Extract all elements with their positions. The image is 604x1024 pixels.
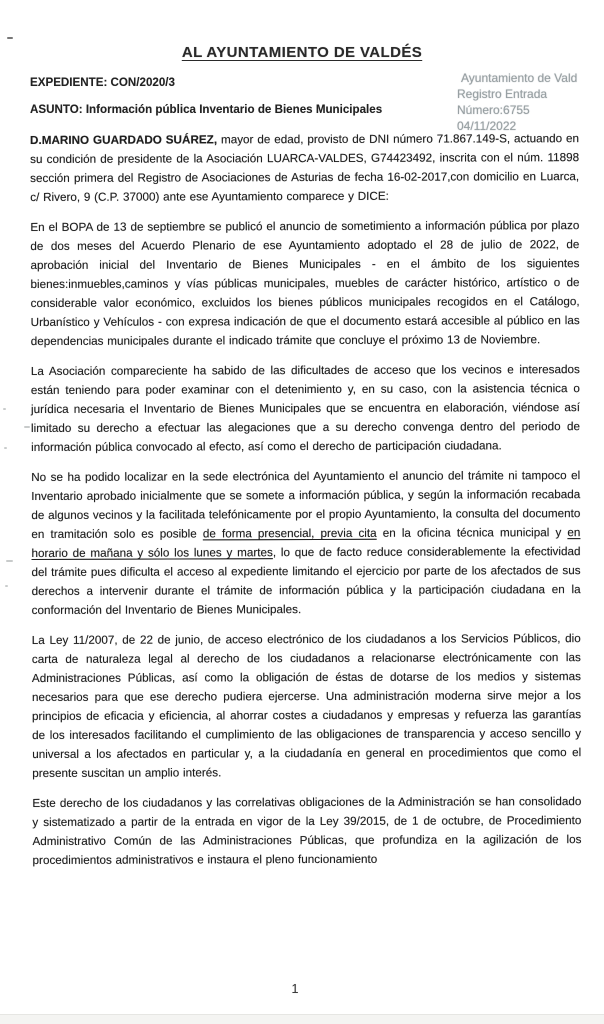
paragraph-4-text-2: en la oficina técnica municipal y xyxy=(376,526,568,540)
stamp-date-line: 04/11/2022 xyxy=(457,119,517,133)
declarant-name: D.MARINO GUARDADO SUÁREZ, xyxy=(30,133,218,147)
paragraph-declarant-text: mayor de edad, provisto de DNI número 71.867.149-S, actuando en su condición de presidente de la Asociación LUARCA-VALDES, G74423492, inscrita con el núm. 11898 sección primera del Registro de Asociaciones de Asturias de fecha 16-02-2017,con domicilio en Luarca, c/ Rivero, 9 (C.P. 37000) ante ese Ayuntamiento comparece y DICE: xyxy=(30,132,580,204)
scan-artifact xyxy=(7,37,13,39)
underlined-forma-presencial: de forma presencial, previa cita xyxy=(202,526,377,541)
paragraph-sede-electronica xyxy=(31,466,581,620)
document-body xyxy=(30,129,582,881)
paragraph-dificultades: La Asociación compareciente ha sabido de las dificultades de acceso que los vecinos e interesados están teniendo para poder examinar con el detenimiento y, en su caso, con la asistencia técnica o jurídica necesaria el Inventario de Bienes Municipales que se encuentra en elaboración, viéndose así limitado su derecho a efectuar las alegaciones que a su derecho convenga dentro del periodo de información pública convocado al efecto, así como el derecho de participación ciudadana. xyxy=(30,363,581,454)
scan-artifact xyxy=(4,447,7,449)
scan-artifact xyxy=(5,585,8,587)
scan-artifact xyxy=(24,426,30,428)
stamp-org-line: Ayuntamiento de Vald xyxy=(461,71,578,85)
paragraph-4-text-3: , lo que de facto reduce considerablemente la efectividad del trámite pues dificulta el acceso al expediente limitando el ejercicio por parte de los afectados de sus derechos a intervenir durante el trámite de información pública y la participación ciudadana en la conformación del Inventario de Bienes Municipales. xyxy=(31,545,581,617)
stamp-registry-line: Registro Entrada xyxy=(457,87,548,101)
expediente-line: EXPEDIENTE: CON/2020/3 xyxy=(30,76,175,89)
scan-bottom-edge xyxy=(0,1014,604,1024)
document-meta xyxy=(30,76,382,116)
underlined-horario: en horario de mañana y sólo los lunes y martes xyxy=(31,526,581,560)
page-number: 1 xyxy=(291,982,299,996)
paragraph-4-text-1: No se ha podido localizar en la sede electrónica del Ayuntamiento el anuncio del trámite ni tampoco el Inventario aprobado inicialmente que se somete a información pública, y según la información recabada de algunos vecinos y la facilitada telefónicamente por el propio Ayuntamiento, la consulta del documento en tramitación solo es posible xyxy=(31,469,581,541)
asunto-line: ASUNTO: Información pública Inventario de Bienes Municipales xyxy=(30,103,383,116)
registry-entry-stamp xyxy=(457,70,577,134)
document-title: AL AYUNTAMIENTO DE VALDÉS xyxy=(181,44,423,61)
scan-artifact xyxy=(6,560,13,562)
paragraph-declarant xyxy=(30,129,579,207)
paragraph-ley-11-2007: La Ley 11/2007, de 22 de junio, de acceso electrónico de los ciudadanos a los Servicios Públicos, dio carta de naturaleza legal al derecho de los ciudadanos a relacionarse electrónicamente con las Administraciones Públicas, así como la obligación de éstas de dotarse de los medios y sistemas necesarios para que ese derecho pudiera ejercerse. Una administración moderna sirve mejor a los principios de eficacia y eficiencia, al ahorrar costes a ciudadanos y empresas y refuerza las garantías de los interesados facilitando el cumplimiento de las obligaciones de transparencia y acceso sencillo y universal a los afectados en particular y, a la ciudadanía en general en procedimientos que como el presente suscitan un amplio interés. xyxy=(31,632,582,780)
scan-artifact xyxy=(3,408,6,410)
paragraph-ley-39-2015: Este derecho de los ciudadanos y las correlativas obligaciones de la Administración se han consolidado y sistematizado a partir de la entrada en vigor de la Ley 39/2015, de 1 de octubre, de Procedimiento Administrativo Común de las Administraciones Públicas, que profundiza en la agilización de los procedimientos administrativos e instaura el pleno funcionamiento xyxy=(32,795,582,867)
paragraph-bopa: En el BOPA de 13 de septiembre se publicó el anuncio de sometimiento a información pública por plazo de dos meses del Acuerdo Plenario de ese Ayuntamiento adoptado el 28 de julio de 2022, de aprobación inicial del Inventario de Bienes Municipales - en el ámbito de los siguientes bienes:inmuebles,caminos y vías públicas municipales, muebles de carácter histórico, artístico o de considerable valor económico, excluidos los bienes públicos municipales recogidos en el Catálogo, Urbanístico y Vehículos - con expresa indicación de que el documento estará accesible al público en las dependencias municipales durante el indicado trámite que concluye el próximo 13 de Noviembre. xyxy=(30,219,580,348)
stamp-number-line: Número:6755 xyxy=(457,103,530,117)
